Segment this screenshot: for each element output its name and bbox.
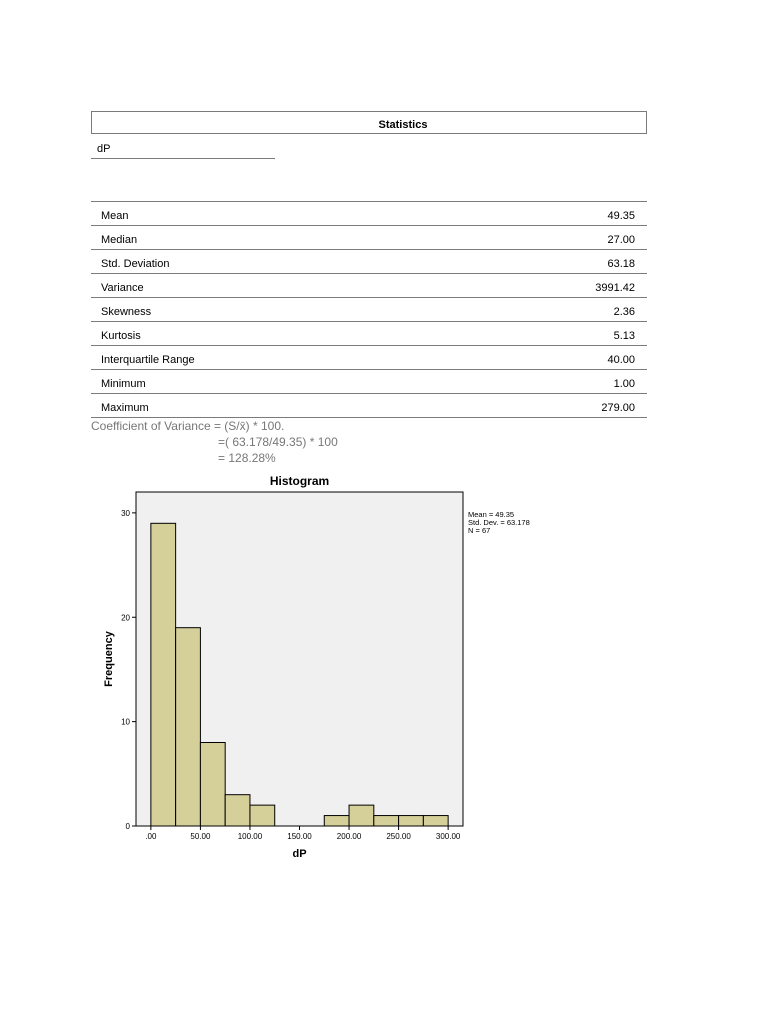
stat-value: 63.18 xyxy=(607,258,635,270)
histogram-bar xyxy=(374,816,399,826)
variable-name: dP xyxy=(97,143,111,155)
stat-value: 49.35 xyxy=(607,210,635,222)
y-axis-label: Frequency xyxy=(103,631,115,687)
histogram-bar xyxy=(225,795,250,826)
x-tick-label: 100.00 xyxy=(237,832,263,841)
histogram-bar xyxy=(423,816,448,826)
y-tick-label: 20 xyxy=(121,613,130,623)
statistics-title: Statistics xyxy=(378,119,428,131)
stat-value: 279.00 xyxy=(601,402,635,414)
stat-value: 40.00 xyxy=(607,354,635,366)
stat-label: Kurtosis xyxy=(101,330,141,342)
x-tick-label: .00 xyxy=(145,832,157,841)
x-axis-label: dP xyxy=(292,848,307,860)
stat-row-median xyxy=(91,226,647,250)
stat-row-std-deviation xyxy=(91,250,647,274)
stat-label: Minimum xyxy=(101,378,146,390)
stat-row-maximum xyxy=(91,394,647,418)
stat-row-minimum xyxy=(91,370,647,394)
coefficient-of-variance xyxy=(91,418,338,466)
x-tick-label: 200.00 xyxy=(336,832,362,841)
y-tick-label: 30 xyxy=(121,508,130,518)
histogram-bar xyxy=(151,523,176,826)
coefficient-result: = 128.28% xyxy=(218,451,276,465)
x-tick-label: 150.00 xyxy=(287,832,312,841)
chart-title: Histogram xyxy=(269,474,330,488)
x-tick-label: 300.00 xyxy=(435,832,461,841)
histogram-bar xyxy=(349,805,374,826)
stat-label: Variance xyxy=(101,282,144,294)
stat-value: 5.13 xyxy=(613,330,635,342)
y-tick-label: 0 xyxy=(125,822,130,831)
stat-value: 27.00 xyxy=(607,234,635,246)
stat-label: Maximum xyxy=(101,402,149,414)
legend-stat: N = 67 xyxy=(468,526,491,535)
legend-stat: Mean = 49.35 xyxy=(468,510,515,519)
histogram-bar xyxy=(200,743,225,827)
histogram-chart xyxy=(98,470,558,870)
stat-row-variance xyxy=(91,274,647,298)
stat-value: 2.36 xyxy=(613,306,635,318)
stat-label: Skewness xyxy=(101,306,152,318)
coefficient-formula: Coefficient of Variance = (S/x̄) * 100. xyxy=(91,419,285,433)
stat-label: Median xyxy=(101,234,138,246)
histogram-bar xyxy=(399,816,424,826)
stat-label: Interquartile Range xyxy=(101,354,195,366)
stat-label: Std. Deviation xyxy=(101,258,170,270)
x-tick-label: 250.00 xyxy=(386,832,411,841)
variable-underline xyxy=(91,158,275,159)
histogram-bar xyxy=(250,805,275,826)
stat-row-interquartile-range xyxy=(91,346,647,370)
statistics-table xyxy=(91,201,647,418)
stat-row-mean xyxy=(91,202,647,226)
x-tick-label: 50.00 xyxy=(190,832,211,841)
y-tick-label: 10 xyxy=(121,717,130,727)
histogram-bar xyxy=(324,816,349,826)
stat-value: 1.00 xyxy=(613,378,635,390)
legend-stat: Std. Dev. = 63.178 xyxy=(468,518,530,527)
stat-row-skewness xyxy=(91,298,647,322)
stat-label: Mean xyxy=(101,210,129,222)
stat-value: 3991.42 xyxy=(595,282,635,294)
stat-row-kurtosis xyxy=(91,322,647,346)
histogram-bar xyxy=(176,628,201,826)
coefficient-substitution: =( 63.178/49.35) * 100 xyxy=(218,435,338,449)
